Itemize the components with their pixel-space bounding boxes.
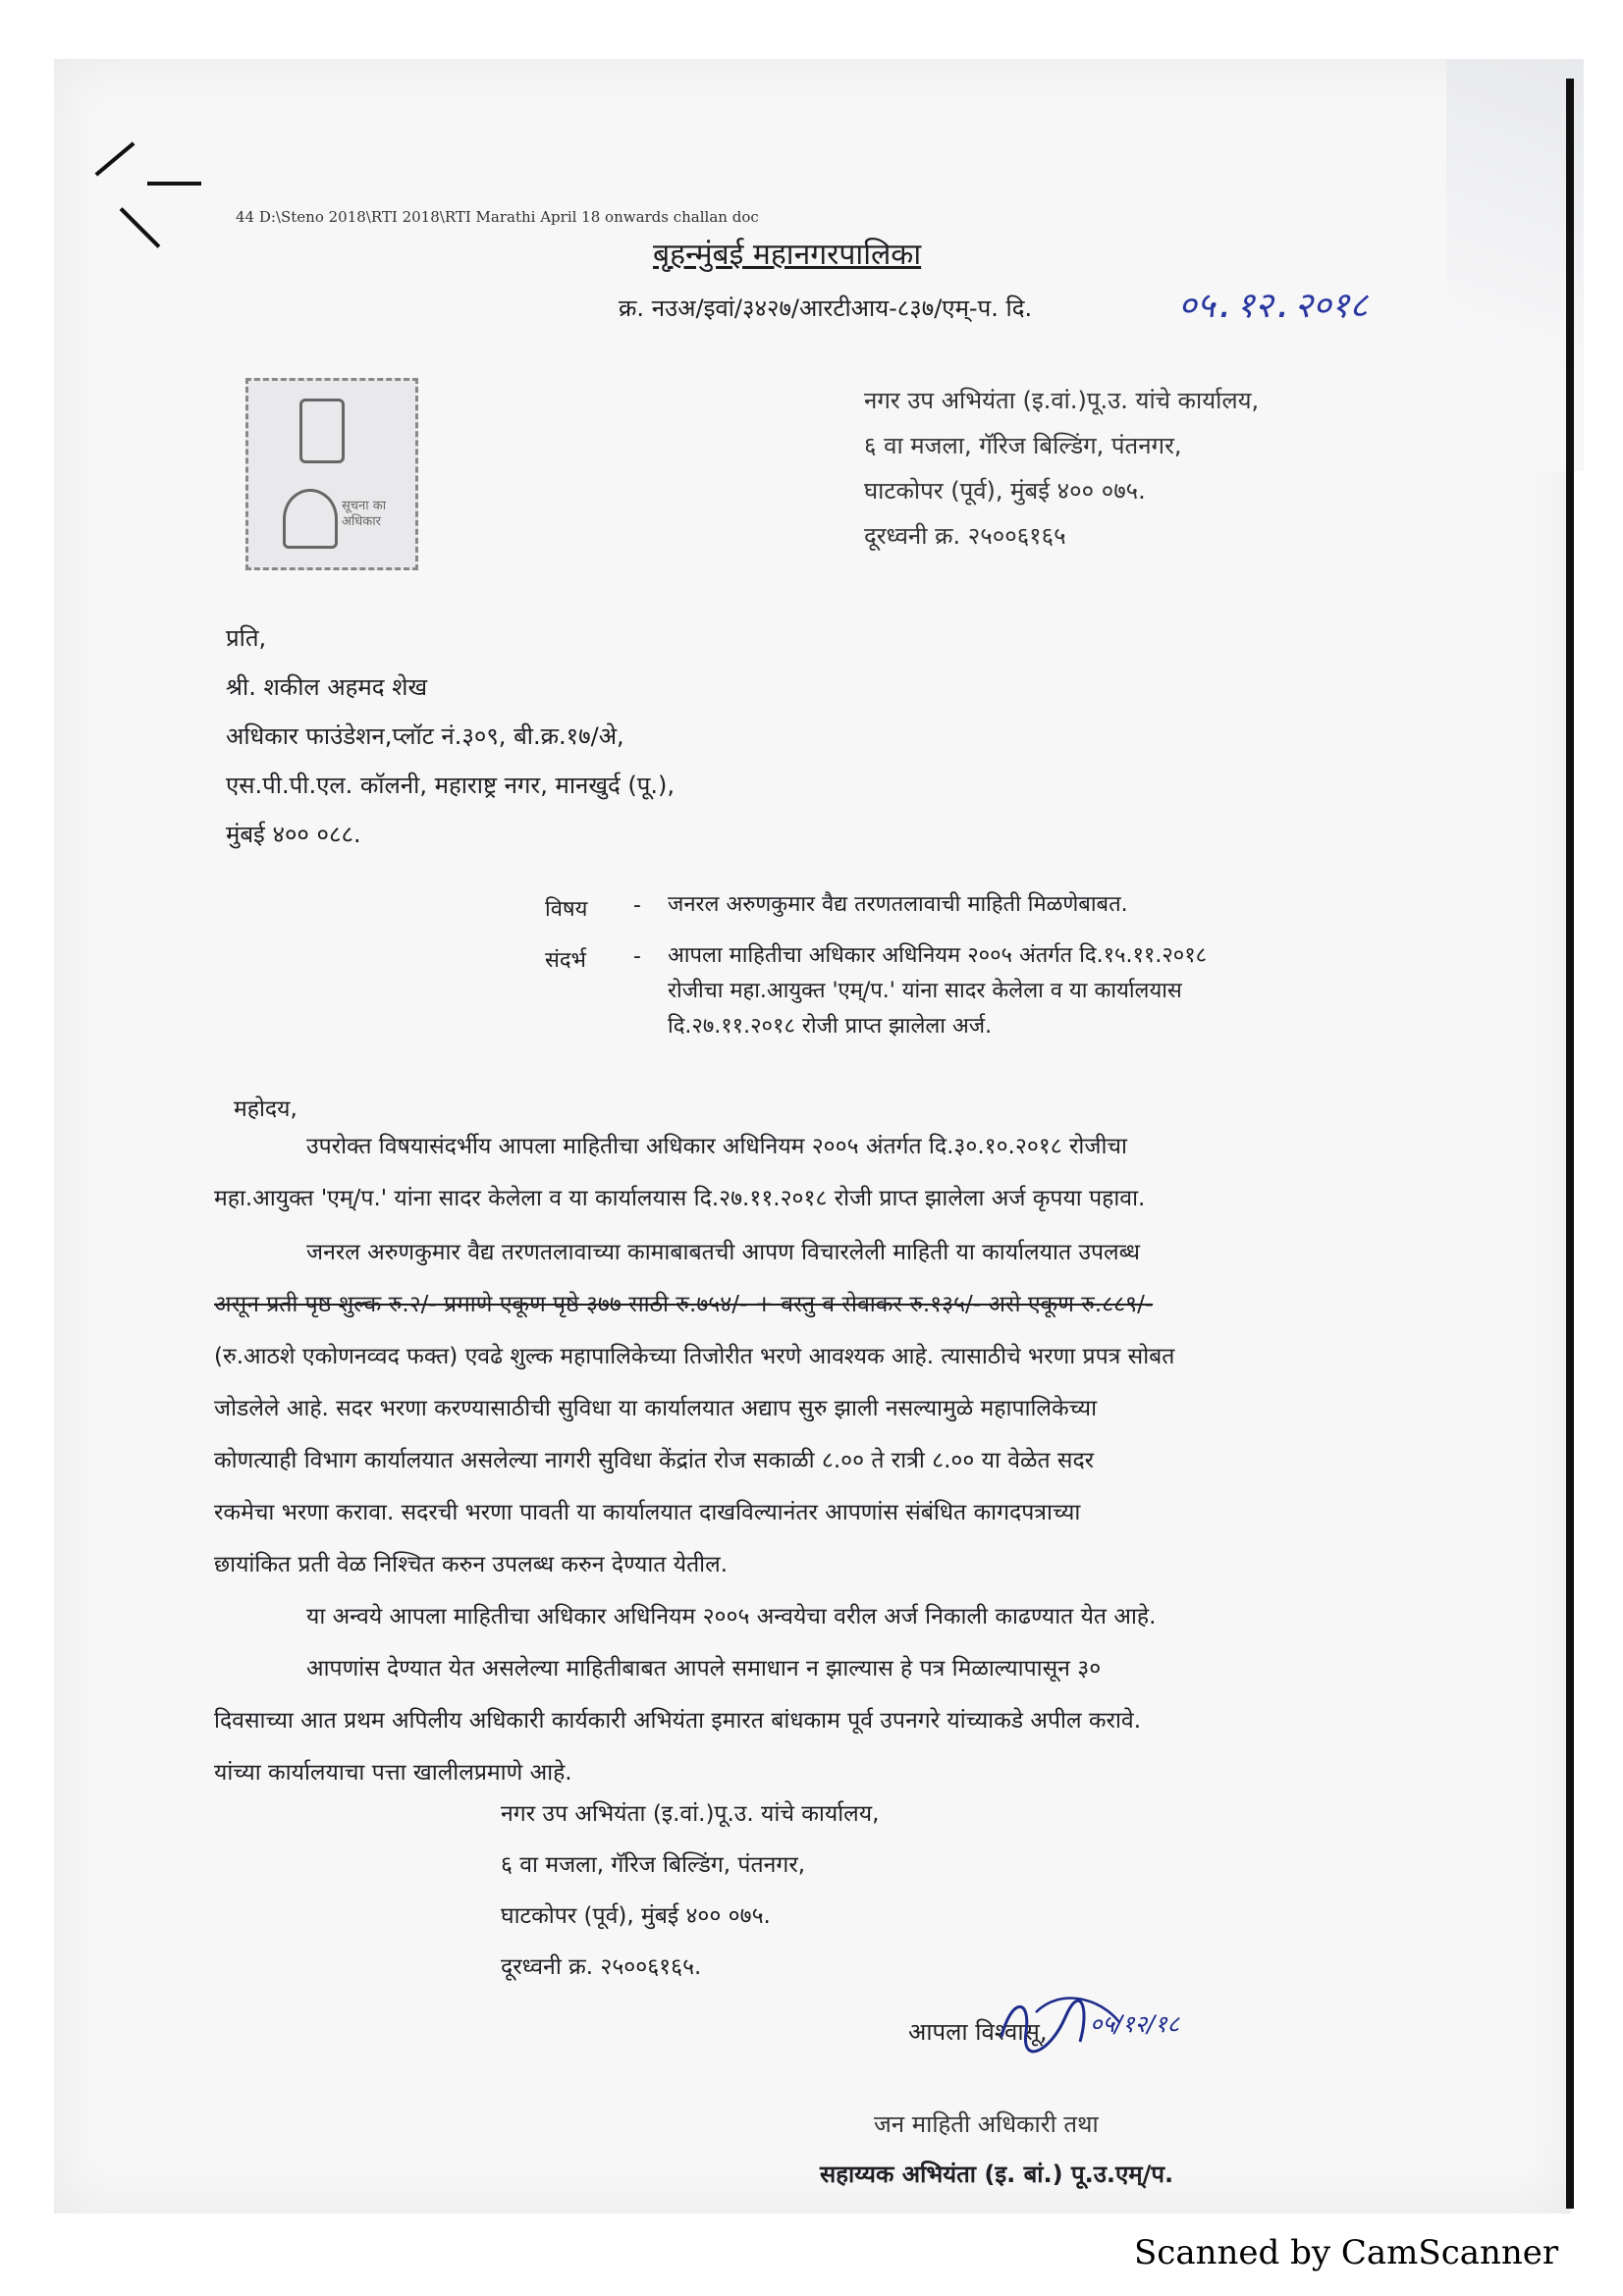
address-line: दूरध्वनी क्र. २५००६१६५ xyxy=(864,522,1066,550)
body-line: महा.आयुक्त 'एम्/प.' यांना सादर केलेला व या कार्यालयास दि.२७.११.२०१८ रोजी प्राप्त झालेला अर्ज कृपया पहावा. xyxy=(214,1186,1146,1211)
corner-mark xyxy=(147,182,201,186)
page-title: बृहन्मुंबई महानगरपालिका xyxy=(653,238,922,272)
reference-line: दि.२७.११.२०१८ रोजी प्राप्त झालेला अर्ज. xyxy=(668,1014,993,1039)
body-line: (रु.आठशे एकोणनव्वद फक्त) एवढे शुल्क महापालिकेच्या तिजोरीत भरणे आवश्यक आहे. त्यासाठीचे भरणा प्रपत्र सोबत xyxy=(214,1344,1175,1369)
emblem-icon xyxy=(299,399,345,463)
recipient-line: प्रति, xyxy=(226,624,267,652)
rti-stamp xyxy=(245,378,418,570)
office-address xyxy=(864,378,1259,559)
salutation: महोदय, xyxy=(234,1096,298,1122)
stamp-logo-text: सूचना का अधिकार xyxy=(342,499,387,529)
rti-logo-icon xyxy=(283,489,338,549)
subject-label: विषय xyxy=(545,897,588,922)
closing: आपला विश्वासू, xyxy=(908,2018,1048,2046)
address-line: घाटकोपर (पूर्व), मुंबई ४०० ०७५. xyxy=(864,477,1146,505)
body-line: छायांकित प्रती वेळ निश्चित करुन उपलब्ध करुन देण्यात येतील. xyxy=(214,1552,729,1577)
file-path: 44 D:\Steno 2018\RTI 2018\RTI Marathi April 18 onwards challan doc xyxy=(236,208,759,226)
scanner-watermark: Scanned by CamScanner xyxy=(1134,2233,1559,2272)
body-line: या अन्वये आपला माहितीचा अधिकार अधिनियम २००५ अन्वयेचा वरील अर्ज निकाली काढण्यात येत आहे. xyxy=(306,1604,1157,1629)
signature xyxy=(982,1958,1227,2066)
body-line: कोणत्याही विभाग कार्यालयात असलेल्या नागरी सुविधा केंद्रांत रोज सकाळी ८.०० ते रात्री ८.०० या वेळेत सदर xyxy=(214,1448,1095,1473)
reference-label: संदर्भ xyxy=(545,948,587,973)
reference-date: ०५.१२.२०१८ xyxy=(1178,286,1369,326)
recipient-line: एस.पी.पी.एल. कॉलनी, महाराष्ट्र नगर, मानखुर्द (पू.), xyxy=(226,772,675,799)
appeal-address-line: दूरध्वनी क्र. २५००६१६५. xyxy=(501,1954,702,1980)
recipient-block xyxy=(226,614,675,859)
appeal-address xyxy=(501,1789,879,1993)
body-line: जनरल अरुणकुमार वैद्य तरणतलावाच्या कामाबाबतची आपण विचारलेली माहिती या कार्यालयात उपलब्ध xyxy=(306,1240,1140,1265)
address-line: ६ वा मजला, गॅरिज बिल्डिंग, पंतनगर, xyxy=(864,432,1182,459)
body-line: उपरोक्त विषयासंदर्भीय आपला माहितीचा अधिकार अधिनियम २००५ अंतर्गत दि.३०.१०.२०१८ रोजीचा xyxy=(306,1134,1127,1159)
body-line: यांच्या कार्यालयाचा पत्ता खालीलप्रमाणे आहे. xyxy=(214,1760,572,1786)
paper-fold xyxy=(1446,59,1584,471)
body-line: रकमेचा भरणा करावा. सदरची भरणा पावती या कार्यालयात दाखविल्यानंतर आपणांस संबंधित कागदपत्राच्या xyxy=(214,1500,1081,1525)
reference-dash: - xyxy=(633,944,641,969)
signatory-designation: सहाय्यक अभियंता (इ. बां.) पू.उ.एम्/प. xyxy=(820,2161,1174,2188)
reference-number: क्र. नउअ/इवां/३४२७/आरटीआय-८३७/एम्-प. दि. xyxy=(619,294,1033,322)
appeal-address-line: घाटकोपर (पूर्व), मुंबई ४०० ०७५. xyxy=(501,1903,771,1929)
page-edge-shadow xyxy=(1566,79,1574,2209)
signature-date: ०५/१२/१८ xyxy=(1090,2010,1180,2038)
subject-dash: - xyxy=(633,893,641,918)
body-line: दिवसाच्या आत प्रथम अपिलीय अधिकारी कार्यकारी अभियंता इमारत बांधकाम पूर्व उपनगरे यांच्याकडे अपील करावे. xyxy=(214,1708,1142,1734)
body-line: आपणांस देण्यात येत असलेल्या माहितीबाबत आपले समाधान न झाल्यास हे पत्र मिळाल्यापासून ३० xyxy=(306,1656,1102,1682)
appeal-address-line: ६ वा मजला, गॅरिज बिल्डिंग, पंतनगर, xyxy=(501,1852,806,1878)
body-line-struck: असून प्रती पृष्ठ शुल्क रु.२/- प्रमाणे एकूण पृष्ठे ३७७ साठी रु.७५४/- + वस्तु व सेवाकर रु.१३५/- असे एकूण रु.८८९/- xyxy=(214,1292,1154,1317)
recipient-line: श्री. शकील अहमद शेख xyxy=(226,673,428,701)
body-line: जोडलेले आहे. सदर भरणा करण्यासाठीची सुविधा या कार्यालयात अद्याप सुरु झाली नसल्यामुळे महापालिकेच्या xyxy=(214,1396,1098,1421)
reference-line: रोजीचा महा.आयुक्त 'एम्/प.' यांना सादर केलेला व या कार्यालयास xyxy=(668,979,1182,1003)
reference-text xyxy=(668,938,1207,1044)
appeal-address-line: नगर उप अभियंता (इ.वां.)पू.उ. यांचे कार्यालय, xyxy=(501,1801,880,1827)
reference-line: आपला माहितीचा अधिकार अधिनियम २००५ अंतर्गत दि.१५.११.२०१८ xyxy=(668,943,1208,968)
address-line: नगर उप अभियंता (इ.वां.)पू.उ. यांचे कार्यालय, xyxy=(864,387,1260,414)
recipient-line: मुंबई ४०० ०८८. xyxy=(226,821,361,848)
subject-text: जनरल अरुणकुमार वैद्य तरणतलावाची माहिती मिळणेबाबत. xyxy=(668,892,1128,917)
signatory-title: जन माहिती अधिकारी तथा xyxy=(874,2110,1099,2138)
recipient-line: अधिकार फाउंडेशन,प्लॉट नं.३०९, बी.क्र.१७/अे, xyxy=(226,722,624,750)
